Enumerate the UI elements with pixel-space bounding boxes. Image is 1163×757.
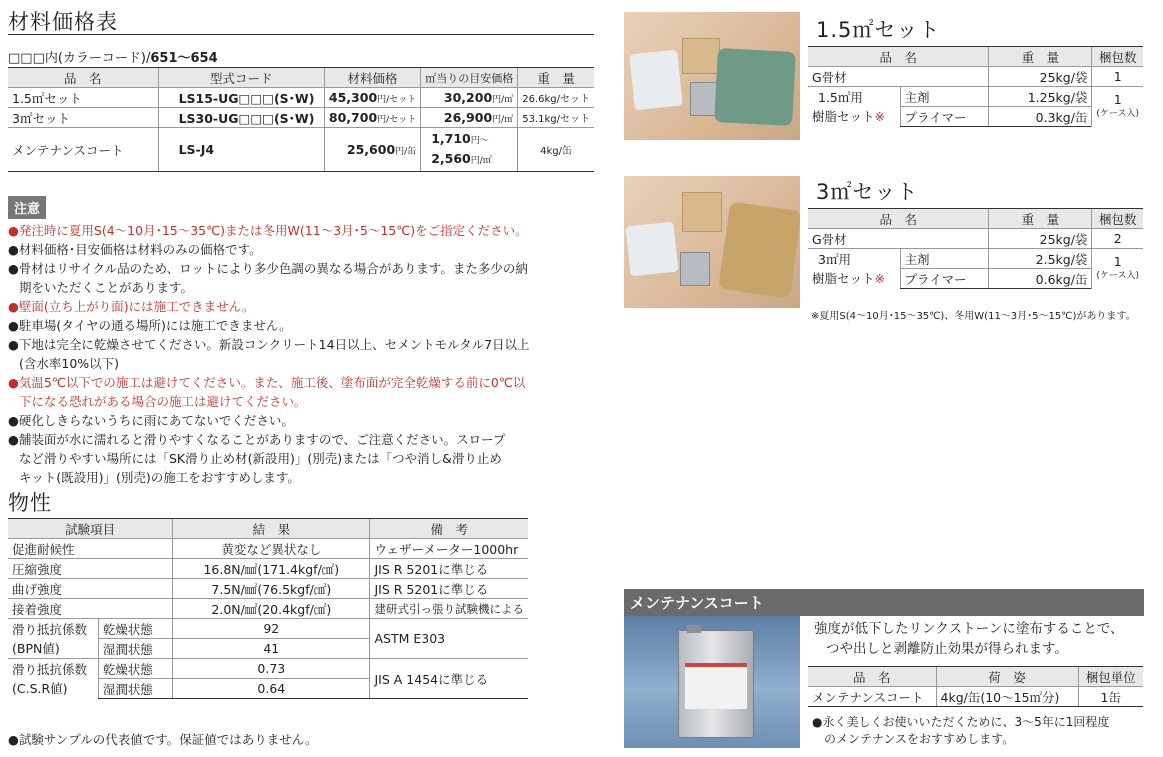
row-weight: 4kg/缶 (518, 128, 594, 172)
set15-header-name: 品 名 (808, 47, 989, 67)
row-per-m2-max: 2,560 (431, 150, 471, 166)
note-item (8, 316, 598, 335)
set15-table (808, 46, 1143, 127)
prop-item: 促進耐候性 (8, 539, 173, 559)
note-item (8, 335, 598, 373)
color-code-values: 651〜654 (150, 51, 218, 66)
table-row (808, 67, 1143, 87)
set15-primer-weight: 0.3kg/缶 (989, 107, 1092, 127)
box-icon (682, 38, 720, 74)
table-row (808, 249, 1143, 269)
row-price-unit: 円/セット (377, 115, 417, 125)
table-row (8, 659, 528, 679)
table-row (8, 539, 528, 559)
price-header-price: 材料価格 (324, 68, 420, 88)
set15-primer: プライマー (900, 107, 989, 127)
note-line: ●気温5℃以下での施工は避けてください。また、施工後、塗布面が完全乾燥する前に0℃以 (8, 375, 526, 390)
table-row (8, 88, 594, 108)
set3-header-name: 品 名 (808, 209, 989, 229)
set15-header-weight: 重 量 (989, 47, 1092, 67)
price-header-name: 品 名 (8, 68, 158, 88)
maintenance-note (812, 714, 1109, 748)
note-item (8, 430, 598, 487)
set15-resin-label-sub: 樹脂セット (812, 108, 875, 124)
row-price: 25,600 (346, 142, 396, 157)
row-per-m2: 26,900 (443, 110, 493, 125)
bpn-label-sub: (BPN値) (12, 640, 60, 656)
csr-dry-value: 0.73 (173, 659, 370, 679)
box-icon (682, 192, 722, 232)
table-row (8, 599, 528, 619)
prop-header-note: 備 考 (370, 519, 528, 539)
note-line: ●材料価格･目安価格は材料のみの価格です。 (8, 242, 262, 257)
note-item (8, 221, 598, 240)
csr-dry-label: 乾燥状態 (98, 659, 172, 679)
prop-result: 黄変など異状なし (173, 539, 370, 559)
set15-title: 1.5㎡セット (816, 18, 941, 42)
price-header-code: 型式コード (158, 68, 324, 88)
row-per-m2-unit: 円/㎡ (492, 115, 514, 125)
maint-pack: 4kg/缶(10〜15㎡分) (936, 687, 1078, 707)
table-row (8, 108, 594, 128)
set3-title: 3㎡セット (816, 180, 919, 204)
table-row (8, 559, 528, 579)
note-line: ●壁面(立ち上がり面)には施工できません。 (8, 299, 255, 314)
bpn-note: ASTM E303 (370, 619, 528, 659)
note-item (8, 373, 598, 411)
can-icon (678, 630, 754, 738)
note-item (8, 297, 598, 316)
price-table (8, 67, 594, 172)
properties-table (8, 518, 528, 699)
set3-resin-qty: 1 (1113, 253, 1122, 269)
note-item (8, 259, 598, 297)
row-code: LS30-UG□□□(S･W) (158, 108, 324, 128)
set3-g-name: G骨材 (808, 229, 989, 249)
maintenance-photo (624, 616, 800, 748)
maintenance-desc-line: つや出しと剥離防止効果が得られます。 (826, 641, 1068, 657)
row-price: 45,300 (328, 90, 378, 105)
set15-resin-label: 1.5㎡用 (818, 89, 863, 105)
set3-primer: プライマー (900, 269, 989, 289)
set15-resin-mark: ※ (874, 108, 885, 124)
maint-unit: 1缶 (1078, 687, 1143, 707)
set3-table (808, 208, 1143, 289)
prop-item: 曲げ強度 (8, 579, 173, 599)
aggregate-bag-icon (718, 201, 800, 298)
note-line: 下になる恐れがある場合の施工は避けてください。 (19, 394, 307, 409)
csr-note: JIS A 1454に準じる (370, 659, 528, 699)
prop-note: ウェザーメーター1000hr (370, 539, 528, 559)
maint-header-unit: 梱包単位 (1078, 667, 1143, 687)
note-line: キット(既設用)」(別売)の施工をおすすめします。 (19, 470, 300, 485)
set3-footnote: ※夏用S(4〜10月･15〜35℃)、冬用W(11〜3月･5〜15℃)があります。 (811, 311, 1136, 322)
bag-icon (626, 222, 679, 277)
note-item (8, 240, 598, 259)
maint-header-name: 品 名 (808, 667, 936, 687)
prop-note: JIS R 5201に準じる (370, 559, 528, 579)
price-header-weight: 重 量 (518, 68, 594, 88)
aggregate-bag-icon (714, 48, 796, 126)
maintenance-desc-line: 強度が低下したリンクストーンに塗布することで、 (814, 621, 1124, 637)
table-row (808, 229, 1143, 249)
bpn-dry-value: 92 (173, 619, 370, 639)
note-line: (含水率10%以下) (19, 356, 120, 371)
row-weight: 53.1kg/セット (518, 108, 594, 128)
set15-g-name: G骨材 (808, 67, 989, 87)
set3-resin-mark: ※ (874, 270, 885, 286)
prop-item: 接着強度 (8, 599, 173, 619)
prop-header-result: 結 果 (173, 519, 370, 539)
note-item (8, 411, 598, 430)
price-title: 材料価格表 (8, 10, 118, 34)
maint-header-pack: 荷 姿 (936, 667, 1078, 687)
price-header-per-m2: ㎡当りの目安価格 (421, 68, 518, 88)
bpn-wet-value: 41 (173, 639, 370, 659)
prop-header-item: 試験項目 (8, 519, 173, 539)
row-price: 80,700 (328, 110, 378, 125)
maintenance-desc (814, 619, 1124, 659)
row-price-unit: 円/セット (377, 95, 417, 105)
set3-photo (624, 176, 800, 308)
row-per-m2-unit: 円〜 (470, 135, 489, 146)
set3-primer-weight: 0.6kg/缶 (989, 269, 1092, 289)
bpn-dry-label: 乾燥状態 (98, 619, 172, 639)
set3-resin-label-sub: 樹脂セット (812, 270, 875, 286)
row-name: 1.5㎡セット (8, 88, 158, 108)
row-price-unit: 円/缶 (395, 147, 417, 157)
bag-icon (629, 50, 683, 111)
row-per-m2-max-unit: 円/㎡ (470, 155, 492, 166)
csr-label: 滑り抵抗係数 (12, 661, 88, 677)
prop-note: 建研式引っ張り試験機による (370, 599, 528, 619)
set15-resin-qty: 1 (1113, 91, 1122, 107)
set15-header-qty: 梱包数 (1092, 47, 1143, 67)
set3-header-weight: 重 量 (989, 209, 1092, 229)
row-per-m2-unit: 円/㎡ (492, 95, 514, 105)
csr-wet-label: 湿潤状態 (98, 679, 172, 699)
table-row (8, 579, 528, 599)
row-name: 3㎡セット (8, 108, 158, 128)
row-code: LS-J4 (158, 128, 324, 172)
row-code: LS15-UG□□□(S･W) (158, 88, 324, 108)
set3-g-qty: 2 (1092, 229, 1143, 249)
properties-title: 物性 (8, 491, 52, 515)
set15-g-qty: 1 (1092, 67, 1143, 87)
color-code-line (8, 47, 218, 66)
bpn-wet-label: 湿潤状態 (98, 639, 172, 659)
set15-main: 主剤 (900, 87, 989, 107)
notes-list (8, 221, 598, 487)
prop-result: 2.0N/㎟(20.4kgf/㎠) (173, 599, 370, 619)
prop-item: 圧縮強度 (8, 559, 173, 579)
note-line: ●舗装面が水に濡れると滑りやすくなることがありますので、ご注意ください。スロープ (8, 432, 506, 447)
maint-name: メンテナンスコート (808, 687, 936, 707)
row-name: メンテナンスコート (8, 128, 158, 172)
set15-main-weight: 1.25kg/袋 (989, 87, 1092, 107)
prop-result: 7.5N/㎟(76.5kgf/㎠) (173, 579, 370, 599)
note-line: など滑りやすい場所には「SK滑り止め材(新設用)」(別売)または「つや消し&滑り止め (19, 451, 502, 466)
set15-g-weight: 25kg/袋 (989, 67, 1092, 87)
note-line: ●硬化しきらないうちに雨にあてないでください。 (8, 413, 294, 428)
notes-badge: 注意 (8, 196, 46, 219)
csr-wet-value: 0.64 (173, 679, 370, 699)
set3-g-weight: 25kg/袋 (989, 229, 1092, 249)
note-line: ●駐車場(タイヤの通る場所)には施工できません。 (8, 318, 292, 333)
table-row (808, 87, 1143, 107)
properties-footnote: ●試験サンプルの代表値です。保証値ではありません。 (8, 732, 318, 747)
can-icon (680, 252, 710, 286)
prop-note: JIS R 5201に準じる (370, 579, 528, 599)
bpn-label: 滑り抵抗係数 (12, 621, 88, 637)
table-row (8, 619, 528, 639)
row-per-m2: 30,200 (443, 90, 493, 105)
note-line: ●骨材はリサイクル品のため、ロットにより多少色調の異なる場合があります。また多少の納 (8, 261, 528, 276)
table-row (8, 128, 594, 172)
set3-header-qty: 梱包数 (1092, 209, 1143, 229)
maintenance-note-line: ●永く美しくお使いいただくために、3〜5年に1回程度 (812, 715, 1110, 729)
prop-result: 16.8N/㎟(171.4kgf/㎠) (173, 559, 370, 579)
row-weight: 26.6kg/セット (518, 88, 594, 108)
maintenance-bar: メンテナンスコート (624, 589, 1144, 616)
table-row (808, 687, 1143, 707)
maintenance-table (808, 666, 1143, 707)
set3-resin-label: 3㎡用 (818, 251, 851, 267)
note-line: 期をいただくことがあります。 (19, 280, 194, 295)
color-code-prefix: □□□内(カラーコード)/ (8, 51, 151, 66)
csr-label-sub: (C.S.R値) (12, 680, 68, 696)
note-line: ●発注時に夏用S(4〜10月･15〜35℃)または冬用W(11〜3月･5〜15℃)をご指定ください。 (8, 223, 528, 238)
set3-main-weight: 2.5kg/袋 (989, 249, 1092, 269)
set15-resin-qty-note: (ケース入) (1096, 108, 1139, 119)
row-per-m2: 1,710 (431, 130, 471, 146)
set3-main: 主剤 (900, 249, 989, 269)
set3-resin-qty-note: (ケース入) (1096, 270, 1139, 281)
maintenance-note-line: のメンテナンスをおすすめします。 (824, 732, 1015, 746)
set15-photo (624, 12, 800, 140)
note-line: ●下地は完全に乾燥させてください。新設コンクリート14日以上、セメントモルタル7日以上 (8, 337, 530, 352)
